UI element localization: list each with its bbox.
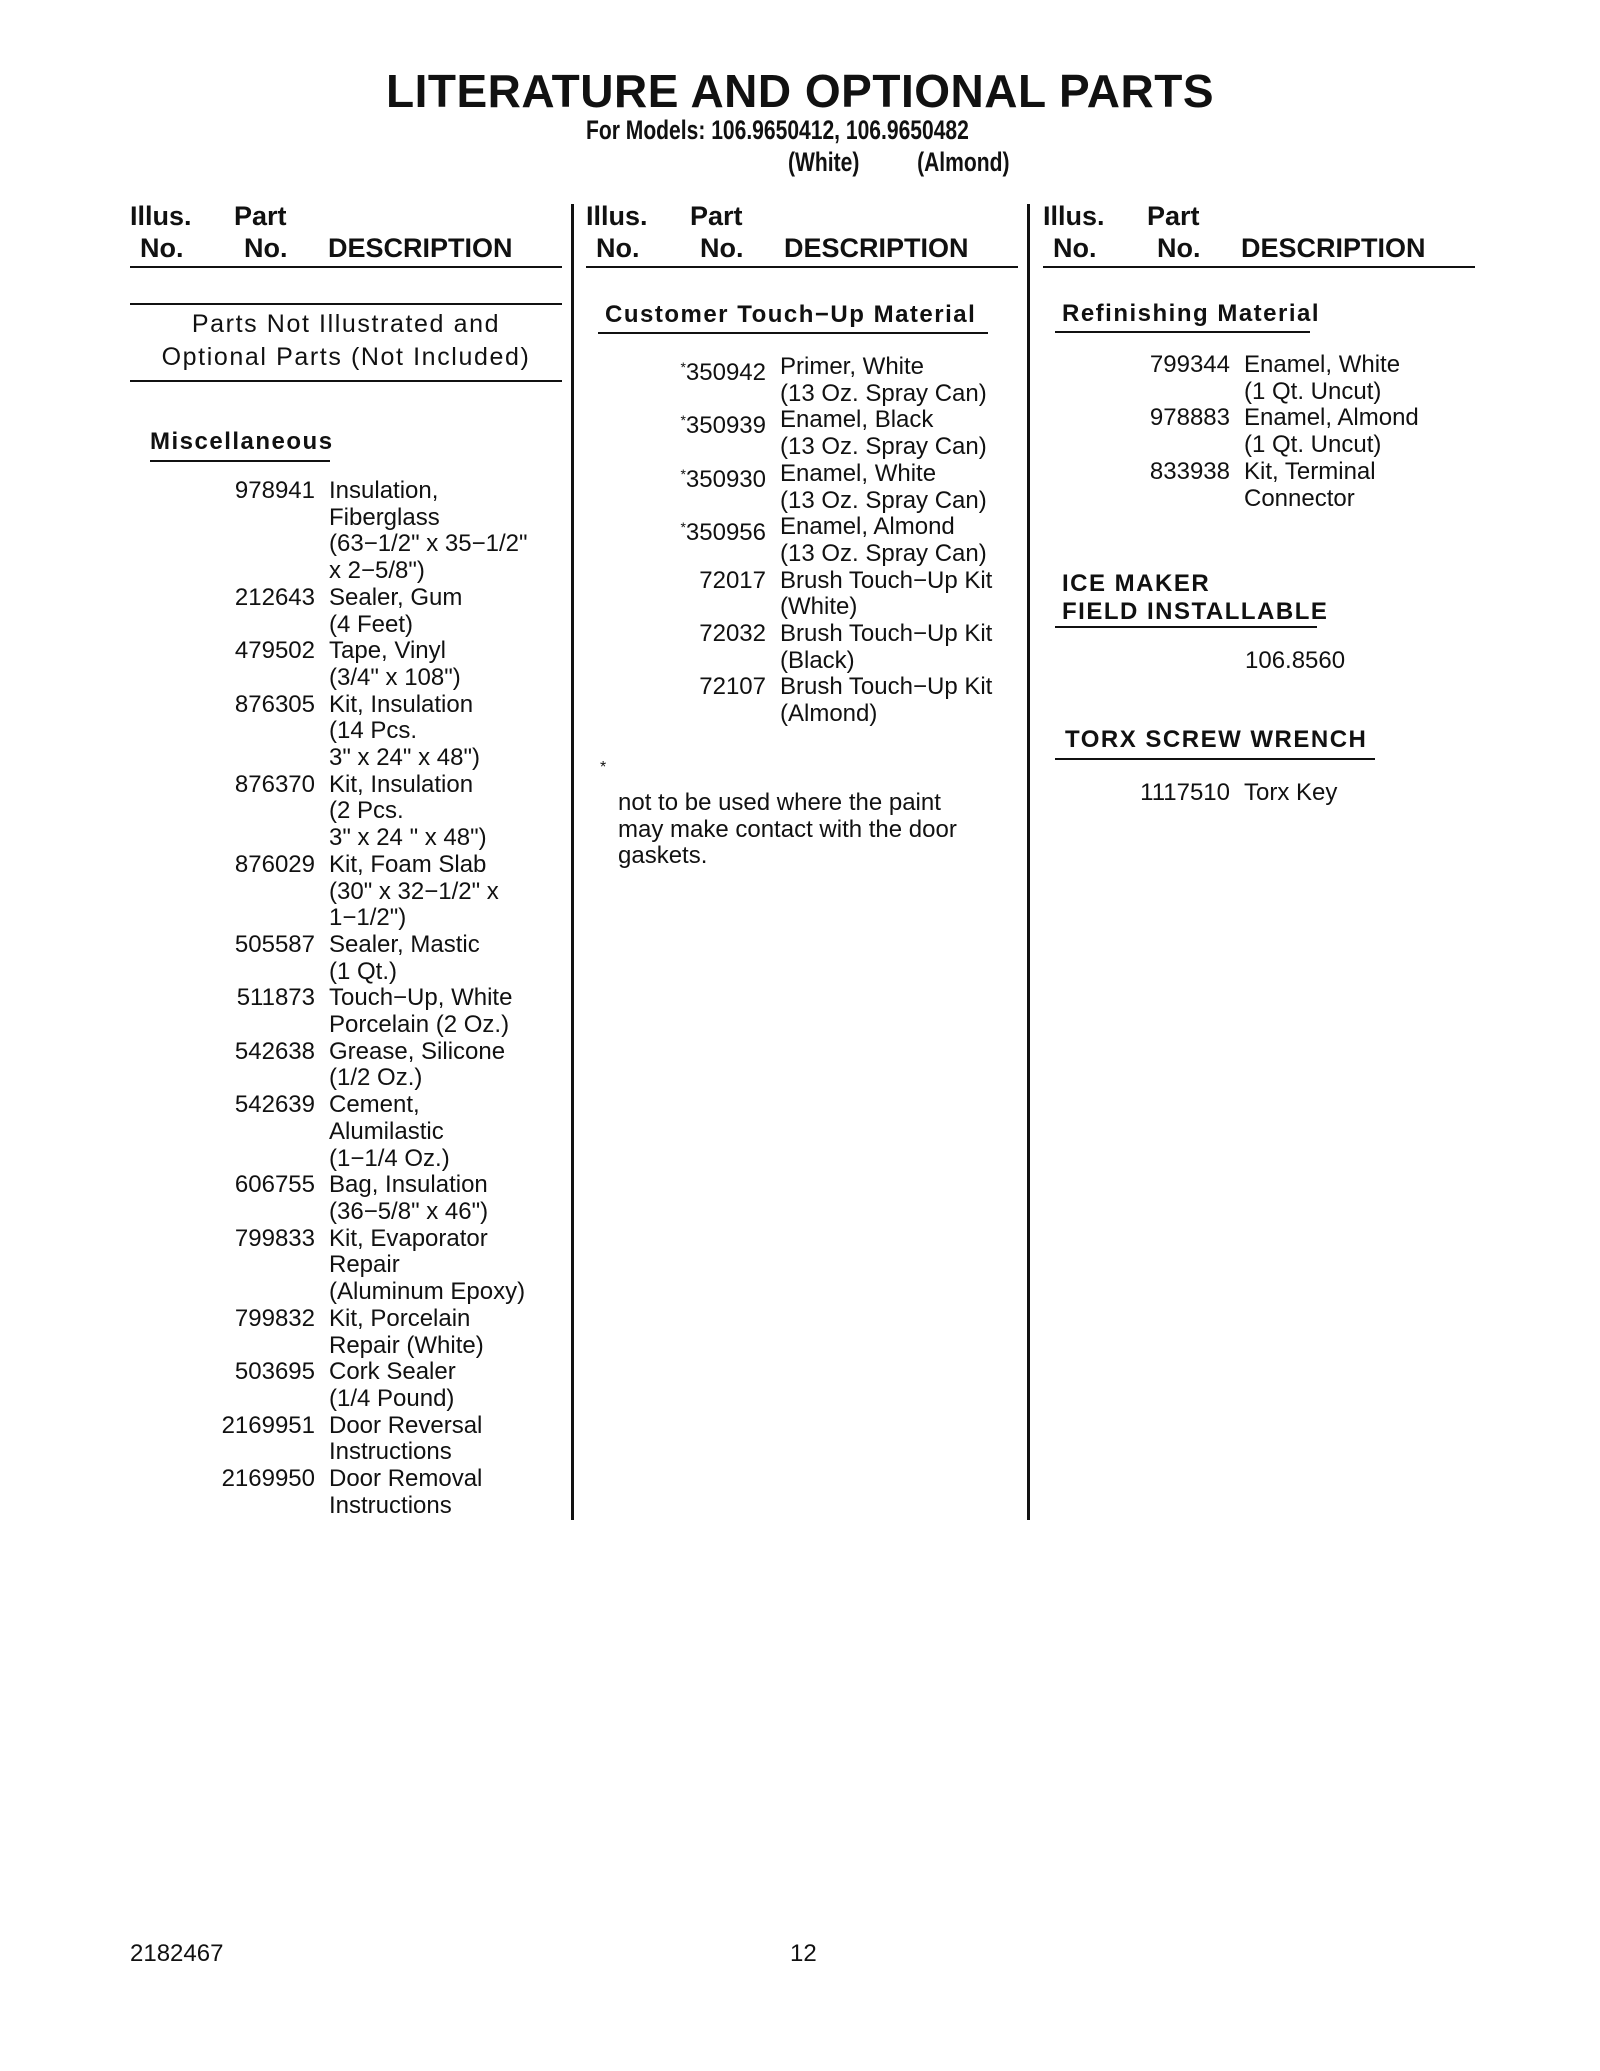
part-description — [315, 1413, 482, 1466]
header-illus: Illus. — [586, 201, 648, 231]
part-number: 542638 — [234, 1037, 315, 1065]
torx-parts-list — [1130, 780, 1337, 807]
part-number: 212643 — [234, 583, 315, 611]
part-description — [315, 1466, 482, 1519]
description-line: (1 Qt.) — [329, 957, 398, 985]
part-number: 833938 — [1149, 457, 1230, 485]
part-row — [1130, 405, 1419, 458]
description-line: Kit, Insulation — [329, 770, 474, 798]
part-number: 876305 — [234, 690, 315, 718]
part-number: 978883 — [1149, 404, 1230, 432]
footnote-line: gaskets. — [618, 842, 708, 870]
description-line: (White) — [780, 593, 858, 621]
part-number: 2169950 — [221, 1465, 315, 1493]
part-number: 72017 — [699, 566, 766, 594]
description-line: Cement, — [329, 1091, 420, 1119]
description-line: Repair — [329, 1251, 400, 1279]
header-part-no: No. — [700, 233, 744, 263]
part-description — [315, 478, 528, 585]
header-description: DESCRIPTION — [328, 233, 513, 263]
description-line: Kit, Foam Slab — [329, 850, 487, 878]
description-line: (14 Pcs. — [329, 717, 418, 745]
section-refinishing: Refinishing Material — [1062, 300, 1321, 327]
part-row — [190, 692, 528, 772]
part-description — [1230, 459, 1376, 512]
part-number: 503695 — [234, 1358, 315, 1386]
color-white: (White) — [788, 147, 860, 177]
page-number: 12 — [790, 1940, 817, 1967]
boxed-top-rule — [130, 303, 562, 305]
ice-maker-value: 106.8560 — [1245, 647, 1346, 674]
description-line: (1−1/4 Oz.) — [329, 1144, 450, 1172]
color-almond: (Almond) — [917, 147, 1010, 177]
models-subtitle: For Models: 106.9650412, 106.9650482 — [586, 115, 969, 145]
document-number: 2182467 — [130, 1940, 224, 1967]
description-line: Alumilastic — [329, 1117, 444, 1145]
refinishing-parts-list — [1130, 352, 1419, 512]
description-line: Enamel, Almond — [1244, 404, 1419, 432]
description-line: Insulation, — [329, 477, 439, 504]
part-row — [190, 1172, 528, 1225]
footnote — [600, 760, 957, 870]
part-number: 511873 — [236, 984, 315, 1012]
description-line: (63−1/2" x 35−1/2" — [329, 530, 528, 558]
description-line: (13 Oz. Spray Can) — [780, 539, 987, 567]
description-line: Touch−Up, White — [329, 984, 513, 1012]
description-line: Porcelain (2 Oz.) — [329, 1011, 510, 1039]
description-line: (3/4" x 108") — [329, 663, 461, 691]
header-part-no: No. — [244, 233, 288, 263]
part-description — [315, 772, 487, 852]
description-line: (Black) — [780, 646, 855, 674]
description-line: 3" x 24" x 48") — [329, 744, 480, 772]
description-line: Kit, Porcelain — [329, 1304, 471, 1332]
section-ice-maker — [1062, 570, 1328, 626]
description-line: Instructions — [329, 1491, 452, 1519]
ice-maker-line: ICE MAKER — [1062, 570, 1211, 597]
description-line: (1 Qt. Uncut) — [1244, 431, 1382, 459]
part-number: 72032 — [699, 620, 766, 648]
description-line: (13 Oz. Spray Can) — [780, 486, 987, 514]
description-line: Cork Sealer — [329, 1358, 456, 1386]
part-description — [1230, 352, 1400, 405]
description-line: Brush Touch−Up Kit — [780, 566, 993, 594]
section-torx: TORX SCREW WRENCH — [1065, 726, 1368, 753]
header-rule-left — [130, 266, 562, 268]
part-row — [190, 1039, 528, 1092]
part-description — [315, 1359, 456, 1412]
part-row — [190, 852, 528, 932]
not-illustrated-line: Parts Not Illustrated and — [191, 310, 501, 338]
section-rule — [1055, 331, 1310, 333]
section-rule — [1055, 626, 1317, 628]
part-row — [190, 585, 528, 638]
header-part-no: No. — [1157, 233, 1201, 263]
section-rule — [150, 460, 330, 462]
description-line: Connector — [1244, 484, 1355, 512]
part-row — [190, 932, 528, 985]
part-number: 72107 — [699, 673, 766, 701]
footnote-star: * — [600, 759, 607, 776]
part-number: 479502 — [234, 637, 315, 665]
header-description: DESCRIPTION — [1241, 233, 1426, 263]
column-divider-2 — [1027, 204, 1030, 1520]
part-description — [766, 461, 987, 514]
description-line: Bag, Insulation — [329, 1171, 488, 1199]
description-line: (1 Qt. Uncut) — [1244, 377, 1382, 405]
part-description — [315, 1226, 525, 1306]
part-description — [315, 585, 462, 638]
part-description — [315, 852, 499, 932]
part-row — [660, 354, 992, 407]
part-row — [660, 407, 992, 460]
asterisk-mark: * — [680, 465, 686, 482]
description-line: Sealer, Mastic — [329, 930, 480, 958]
right-column-header — [1043, 200, 1475, 268]
description-line: Repair (White) — [329, 1331, 484, 1359]
description-line: (Aluminum Epoxy) — [329, 1278, 526, 1306]
section-miscellaneous: Miscellaneous — [150, 428, 334, 455]
part-row — [660, 514, 992, 567]
part-number: *350942 — [680, 359, 766, 386]
description-line: Kit, Insulation — [329, 690, 474, 718]
header-part: Part — [690, 201, 743, 231]
part-description — [1230, 780, 1337, 807]
touch-up-parts-list — [660, 354, 992, 728]
description-line: (30" x 32−1/2" x — [329, 877, 499, 905]
description-line: 1−1/2") — [329, 904, 407, 932]
description-line: (13 Oz. Spray Can) — [780, 379, 987, 407]
section-rule — [598, 332, 988, 334]
part-row — [190, 1359, 528, 1412]
ice-maker-line: FIELD INSTALLABLE — [1062, 598, 1329, 625]
part-number: *350939 — [680, 412, 766, 440]
part-row — [1130, 780, 1337, 807]
part-description — [766, 514, 987, 567]
part-row — [190, 478, 528, 585]
part-description — [315, 1039, 505, 1092]
description-line: x 2−5/8") — [329, 557, 425, 585]
description-line: Primer, White — [780, 353, 925, 380]
part-number: 799833 — [234, 1224, 315, 1252]
part-number: 542639 — [234, 1091, 315, 1119]
part-description — [315, 1172, 488, 1225]
part-description — [315, 932, 480, 985]
part-number: 606755 — [234, 1171, 315, 1199]
part-row — [190, 1226, 528, 1306]
not-illustrated-heading — [130, 308, 562, 374]
description-line: Tape, Vinyl — [329, 637, 446, 665]
part-description — [315, 1306, 484, 1359]
header-illus: Illus. — [130, 201, 192, 231]
part-number: 876370 — [234, 770, 315, 798]
part-description — [315, 692, 480, 772]
part-description — [315, 1092, 450, 1172]
part-row — [190, 1413, 528, 1466]
description-line: Kit, Evaporator — [329, 1224, 488, 1252]
boxed-bottom-rule — [130, 380, 562, 382]
part-number: 799344 — [1149, 351, 1230, 378]
description-line: (4 Feet) — [329, 610, 414, 638]
part-row — [660, 568, 992, 621]
description-line: (1/2 Oz.) — [329, 1064, 423, 1092]
part-description — [766, 621, 992, 674]
part-description — [1230, 405, 1419, 458]
header-rule-middle — [586, 266, 1018, 268]
description-line: Instructions — [329, 1438, 452, 1466]
description-line: Brush Touch−Up Kit — [780, 620, 993, 648]
part-number: 505587 — [234, 930, 315, 958]
header-illus-no: No. — [140, 233, 184, 263]
left-column-header — [130, 200, 562, 268]
asterisk-mark: * — [680, 412, 686, 429]
part-row — [660, 674, 992, 727]
description-line: Enamel, Black — [780, 406, 934, 434]
description-line: Enamel, White — [780, 459, 937, 487]
description-line: Door Removal — [329, 1465, 483, 1493]
header-rule-right — [1043, 266, 1475, 268]
part-row — [190, 638, 528, 691]
description-line: Torx Key — [1244, 779, 1338, 806]
part-row — [190, 985, 528, 1038]
part-row — [190, 1306, 528, 1359]
description-line: Kit, Terminal — [1244, 457, 1376, 485]
description-line: Brush Touch−Up Kit — [780, 673, 993, 701]
page-title: LITERATURE AND OPTIONAL PARTS — [385, 65, 1214, 117]
part-number: *350956 — [680, 519, 766, 547]
description-line: (1/4 Pound) — [329, 1384, 455, 1412]
description-line: Enamel, White — [1244, 351, 1401, 378]
description-line: Fiberglass — [329, 503, 440, 531]
asterisk-mark: * — [680, 359, 686, 375]
part-description — [315, 638, 461, 691]
part-description — [766, 354, 987, 407]
part-row — [1130, 459, 1419, 512]
part-row — [1130, 352, 1419, 405]
column-divider-1 — [571, 204, 574, 1520]
description-line: (2 Pcs. — [329, 797, 404, 825]
part-number: *350930 — [680, 465, 766, 493]
part-description — [766, 674, 992, 727]
header-description: DESCRIPTION — [784, 233, 969, 263]
description-line: (36−5/8" x 46") — [329, 1197, 489, 1225]
part-description — [315, 985, 512, 1038]
part-number: 799832 — [234, 1304, 315, 1332]
miscellaneous-parts-list — [190, 478, 528, 1519]
header-illus-no: No. — [596, 233, 640, 263]
header-illus-no: No. — [1053, 233, 1097, 263]
description-line: Grease, Silicone — [329, 1037, 506, 1065]
part-number: 978941 — [234, 477, 315, 504]
section-touch-up: Customer Touch−Up Material — [605, 301, 977, 328]
description-line: (13 Oz. Spray Can) — [780, 433, 987, 461]
footnote-line: may make contact with the door — [618, 815, 957, 843]
description-line: Door Reversal — [329, 1411, 483, 1439]
part-description — [766, 407, 987, 460]
model-colors — [788, 146, 1009, 178]
header-part: Part — [234, 201, 287, 231]
description-line: Enamel, Almond — [780, 513, 955, 541]
part-number: 876029 — [234, 850, 315, 878]
part-row — [660, 461, 992, 514]
header-illus: Illus. — [1043, 201, 1105, 231]
not-illustrated-line: Optional Parts (Not Included) — [161, 343, 531, 371]
part-row — [190, 1092, 528, 1172]
middle-column-header — [586, 200, 1018, 268]
part-row — [190, 1466, 528, 1519]
part-description — [766, 568, 992, 621]
description-line: Sealer, Gum — [329, 583, 463, 611]
part-number: 1117510 — [1140, 779, 1230, 806]
description-line: 3" x 24 " x 48") — [329, 824, 487, 852]
header-part: Part — [1147, 201, 1200, 231]
part-number: 2169951 — [221, 1411, 315, 1439]
section-rule — [1055, 758, 1375, 760]
part-row — [190, 772, 528, 852]
description-line: (Almond) — [780, 700, 878, 728]
asterisk-mark: * — [680, 519, 686, 536]
footnote-line: not to be used where the paint — [618, 789, 941, 816]
part-row — [660, 621, 992, 674]
